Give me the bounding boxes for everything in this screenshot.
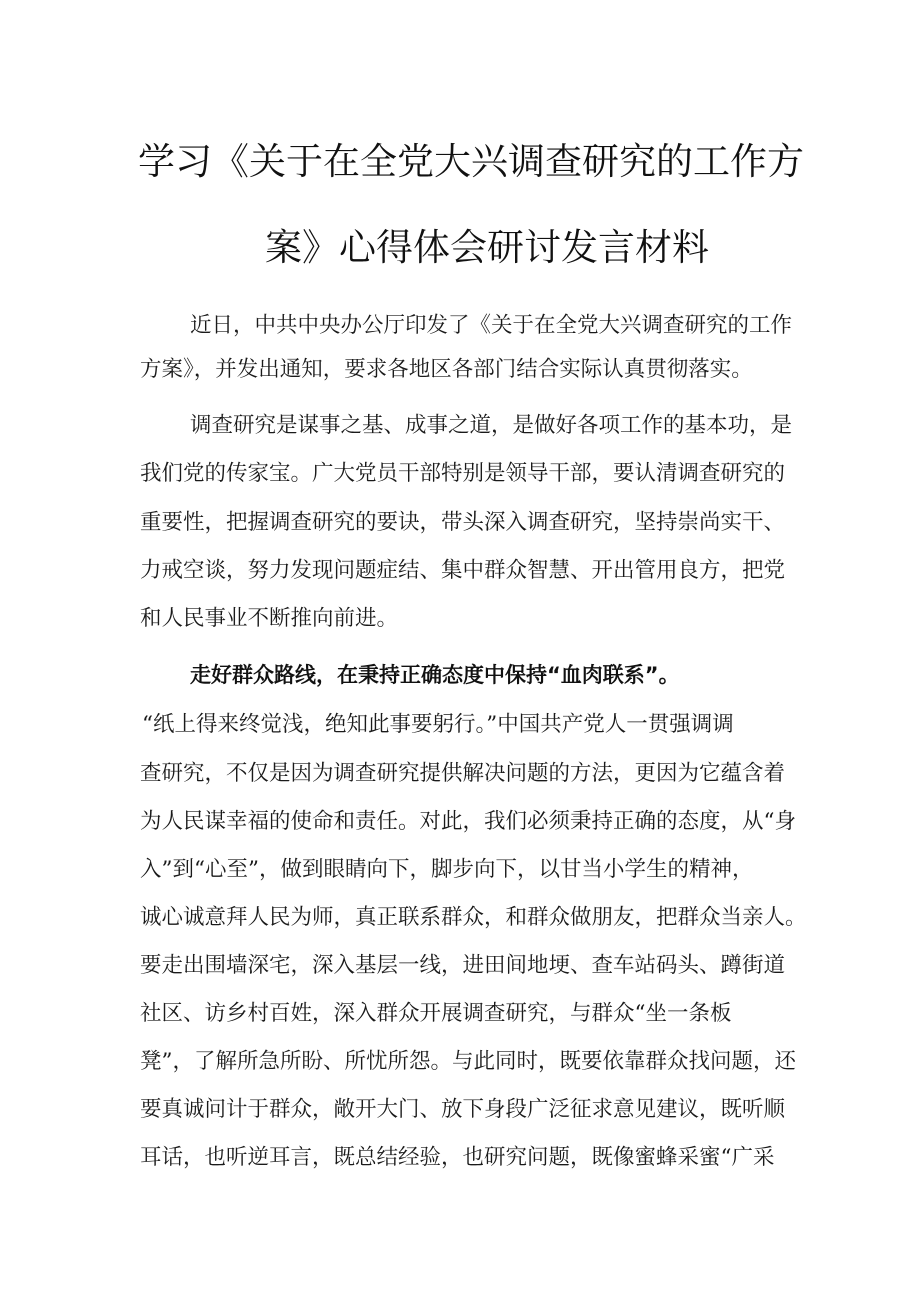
section-line-5: 诚心诚意拜人民为师，真正联系群众，和群众做朋友，把群众当亲人。 bbox=[140, 905, 807, 930]
paragraph-2-line-2: 我们党的传家宝。广大党员干部特别是领导干部，要认清调查研究的 bbox=[140, 461, 786, 486]
paragraph-2-line-1: 调查研究是谋事之基、成事之道，是做好各项工作的基本功，是 bbox=[190, 413, 793, 438]
paragraph-2-line-4: 力戒空谈，努力发现问题症结、集中群众智慧、开出管用良方，把党 bbox=[140, 558, 786, 583]
section-line-3: 为人民谋幸福的使命和责任。对此，我们必须秉持正确的态度，从“身 bbox=[140, 809, 796, 834]
section-heading: 走好群众路线，在秉持正确态度中保持“血肉联系”。 bbox=[190, 663, 680, 687]
section-line-1: “纸上得来终觉浅，绝知此事要躬行。”中国共产党人一贯强调调 bbox=[142, 712, 734, 737]
paragraph-2-line-3: 重要性，把握调查研究的要诀，带头深入调查研究，坚持崇尚实干、 bbox=[140, 510, 786, 535]
document-title-line-2: 案》心得体会研讨发言材料 bbox=[265, 226, 709, 269]
section-line-2: 查研究，不仅是因为调查研究提供解决问题的方法，更因为它蕴含着 bbox=[140, 761, 786, 786]
paragraph-1-line-2: 方案》，并发出通知，要求各地区各部门结合实际认真贯彻落实。 bbox=[140, 357, 753, 382]
section-line-6: 要走出围墙深宅，深入基层一线，进田间地埂、查车站码头、蹲街道 bbox=[140, 953, 786, 978]
section-line-7: 社区、访乡村百姓，深入群众开展调查研究，与群众“坐一条板 bbox=[140, 1001, 732, 1026]
section-line-4: 入”到“心至”，做到眼睛向下，脚步向下，以甘当小学生的精神， bbox=[140, 857, 754, 882]
paragraph-1-line-1: 近日，中共中央办公厅印发了《关于在全党大兴调查研究的工作 bbox=[190, 313, 793, 338]
document-title-line-1: 学习《关于在全党大兴调查研究的工作方 bbox=[138, 140, 804, 183]
section-line-8: 凳”，了解所急所盼、所忧所怨。与此同时，既要依靠群众找问题，还 bbox=[140, 1049, 796, 1074]
section-line-9: 要真诚问计于群众，敞开大门、放下身段广泛征求意见建议，既听顺 bbox=[140, 1097, 786, 1122]
paragraph-2-line-5: 和人民事业不断推向前进。 bbox=[140, 606, 399, 631]
section-line-10: 耳话，也听逆耳言，既总结经验，也研究问题，既像蜜蜂采蜜“广采 bbox=[140, 1145, 775, 1170]
